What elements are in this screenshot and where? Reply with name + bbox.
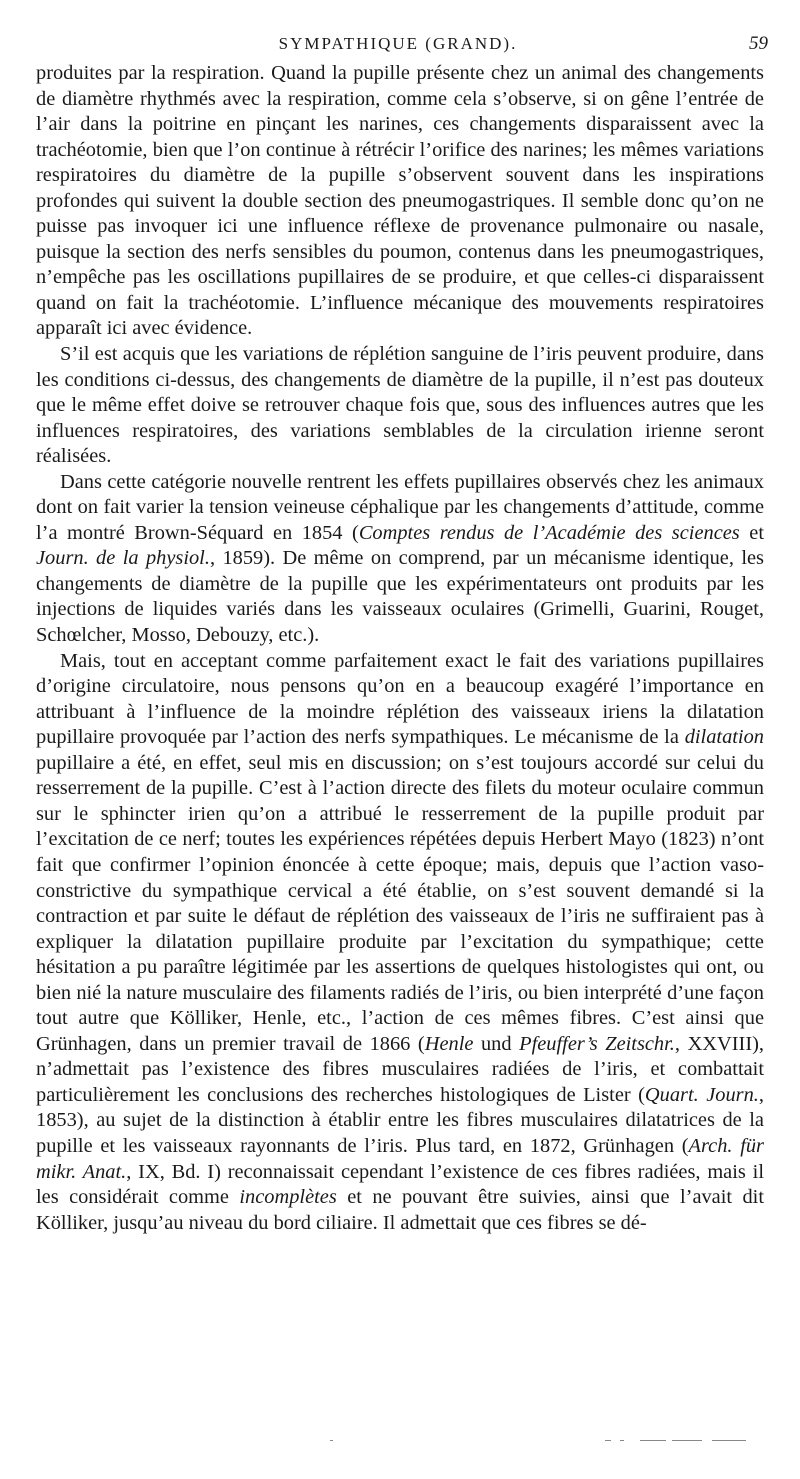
text-run: S’il est acquis que les variations de réplétion sanguine de l’iris peuvent produire, dans les conditions ci-dessus, des changements de diamètre de la pupille, il n’est pas douteux que le même effet doive se retrouver chaque fois que, sous des influences autres que les influences respiratoires, des variations semblables de la circulation irienne seront réalisées. <box>36 343 764 468</box>
italic-citation: Comptes rendus de l’Académie des sciences <box>358 521 740 544</box>
paragraph-3 <box>36 470 764 649</box>
italic-citation: Pfeuffer’s Zeitschr. <box>519 1032 675 1055</box>
text-run: Dans cette catégorie nouvelle rentrent les effets pupillaires observés chez les animaux dont on fait varier la tension veineuse céphalique par les changements d’attitude, comme l’a montré Brown-Séquard en 1854 ( <box>36 470 764 544</box>
text-run: et ne pouvant être suivies, ainsi que l’avait dit Kölliker, jusqu’au niveau du bord ciliaire. Il admettait que ces fibres se dé- <box>36 1186 765 1234</box>
italic-citation: dilatation <box>684 726 764 749</box>
italic-citation: Quart. Journ. <box>644 1083 759 1106</box>
paragraph-2 <box>36 342 764 470</box>
running-title: SYMPATHIQUE (GRAND). <box>278 34 518 53</box>
paragraph-4 <box>36 649 764 1237</box>
italic-citation: incomplètes <box>239 1186 337 1209</box>
text-run: , 1853), au sujet de la distinction à établir entre les fibres musculaires dilatatrices de la pupille et les vaisseaux rayonnants de l’iris. Plus tard, en 1872, Grünhagen ( <box>36 1083 764 1157</box>
text-run: produites par la respiration. Quand la pupille présente chez un animal des changements de diamètre rhythmés avec la respiration, comme cela s’observe, si on gêne l’entrée de l’air dans la poitrine en pinçant les narines, ces changements disparaissent avec la trachéotomie, bien que l’on continue à rétrécir l’orifice des narines; les mêmes variations respiratoires du diamètre de la pupille s’observent souvent dans les inspirations profondes qui suivent la double section des pneumogastriques. Il semble donc qu’on ne puisse pas invoquer ici une influence réflexe de provenance pulmonaire ou nasale, puisque la section des nerfs sensibles du poumon, contenus dans les pneumogastriques, n’empêche pas les oscillations pupillaires de se produire, et que celles-ci disparaissent quand on fait la trachéotomie. L’influence mécanique des mouvements respiratoires apparaît ici avec évidence. <box>36 62 764 340</box>
body-text <box>36 61 764 1236</box>
printing-marks <box>320 1437 760 1445</box>
text-run: , XXVIII), n’admettait pas l’existence des fibres musculaires radiées de l’iris, et combattait particulièrement les conclusions des recherches histologiques de Lister ( <box>36 1032 765 1106</box>
paragraph-1 <box>36 61 764 342</box>
italic-citation: Journ. de la physiol. <box>36 547 210 570</box>
running-head <box>28 12 768 54</box>
text-run: , 1859). De même on comprend, par un mécanisme identique, les changements de diamètre de la pupille que les expérimentateurs ont produits par les injections de liquides variés dans les vaisseaux oculaires (Grimelli, Guarini, Rouget, Schœlcher, Mosso, Debouzy, etc.). <box>36 547 764 647</box>
page-number: 59 <box>749 33 768 54</box>
italic-citation: Arch. für mikr. Anat. <box>36 1134 764 1183</box>
text-run: Mais, tout en acceptant comme parfaitement exact le fait des variations pupillaires d’origine circulatoire, nous pensons qu’on en a beaucoup exagéré l’importance en attribuant à l’influence de la moindre réplétion des vaisseaux iriens la dilatation pupillaire provoquée par l’action des nerfs sympathiques. Le mécanisme de la <box>36 649 764 749</box>
text-run: und <box>473 1032 520 1055</box>
text-run: et <box>739 521 764 544</box>
text-run: , IX, Bd. I) reconnaissait cependant l’existence de ces fibres radiées, mais il les considérait comme <box>36 1160 764 1209</box>
italic-citation: Henle <box>424 1032 474 1055</box>
text-run: pupillaire a été, en effet, seul mis en discussion; on s’est toujours accordé sur celui du resserrement de la pupille. C’est à l’action directe des filets du moteur oculaire commun sur le sphincter irien qu’on a attribué le resserrement de la pupille produit par l’excitation de ce nerf; toutes les expériences répétées depuis Herbert Mayo (1823) n’ont fait que confirmer l’opinion énoncée à cette époque; mais, depuis que l’action vaso-constrictive du sympathique cervical a été établie, on s’est souvent demandé si la contraction et par suite le défaut de réplétion des vaisseaux de l’iris ne suffiraient pas à expliquer la dilatation pupillaire produite par l’excitation du sympathique; cette hésitation a pu paraître légitimée par les assertions de quelques histologistes qui ont, ou bien nié la nature musculaire des filaments radiés de l’iris, ou bien interprété d’une façon tout autre que Kölliker, Henle, etc., l’action de ces mêmes fibres. C’est ainsi que Grünhagen, dans un premier travail de 1866 ( <box>36 751 764 1055</box>
